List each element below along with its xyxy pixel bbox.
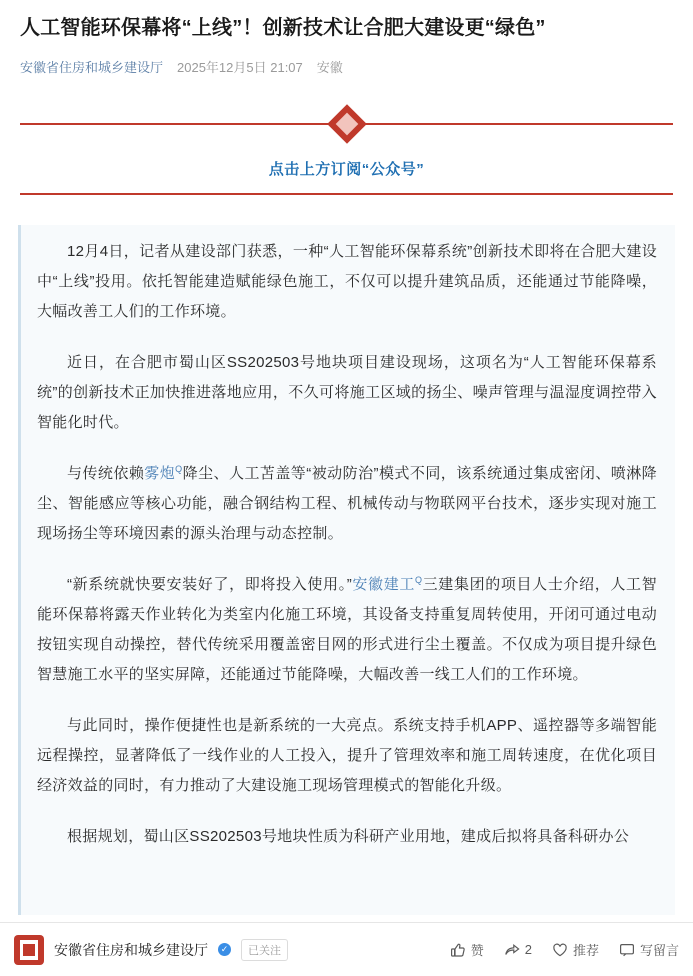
page-title: 人工智能环保幕将“上线”！创新技术让合肥大建设更“绿色” — [20, 17, 546, 39]
keyword-label: 安徽建工 — [352, 576, 415, 593]
bottom-account-name[interactable]: 安徽省住房和城乡建设厅 — [54, 941, 208, 958]
recommend-button[interactable] — [552, 940, 599, 959]
article-meta — [20, 57, 673, 76]
divider-rule-bottom — [20, 193, 673, 195]
paragraph-text: 降尘、人工苫盖等“被动防治”模式不同，该系统通过集成密闭、喷淋降尘、智能感应等核心功能，融合钢结构工程、机械传动与物联网平台技术，逐步实现对施工现场扬尘等环境因素的源头治理与动态控制。 — [37, 465, 657, 542]
share-icon — [504, 942, 520, 958]
heart-icon — [552, 942, 568, 958]
keyword-superscript-icon: Q — [175, 464, 183, 474]
article-body — [18, 225, 675, 915]
verified-badge-icon: ✓ — [218, 943, 231, 956]
like-button[interactable] — [450, 940, 484, 959]
paragraph-text: “新系统就快要安装好了，即将投入使用。” — [67, 576, 353, 593]
paragraph-text: 与传统依赖 — [67, 465, 145, 482]
meta-timestamp: 2025年12月5日 21:07 — [177, 60, 303, 75]
article-header — [0, 0, 693, 76]
paragraph — [37, 459, 657, 549]
paragraph: 近日，在合肥市蜀山区SS202503号地块项目建设现场，这项名为“人工智能环保幕系统”的创新技术正加快推进落地应用，不久可将施工区域的扬尘、噪声管理与温湿度调控带入智能化时代。 — [37, 354, 657, 431]
follow-status-badge[interactable]: 已关注 — [241, 939, 288, 961]
paragraph: 根据规划，蜀山区SS202503号地块性质为科研产业用地，建成后拟将具备科研办公 — [67, 828, 630, 845]
recommend-label: 推荐 — [572, 943, 599, 958]
keyword-label: 雾炮 — [144, 465, 176, 482]
thumbs-up-icon — [450, 942, 466, 958]
comment-button[interactable] — [619, 940, 679, 959]
avatar[interactable] — [14, 935, 44, 965]
bottom-action-bar — [0, 922, 693, 976]
paragraph — [37, 570, 657, 690]
keyword-superscript-icon: Q — [415, 575, 423, 585]
like-label: 赞 — [470, 943, 484, 958]
keyword-link[interactable] — [352, 576, 422, 593]
action-group — [450, 940, 679, 959]
meta-account-name[interactable]: 安徽省住房和城乡建设厅 — [20, 60, 164, 75]
comment-label: 写留言 — [639, 943, 679, 958]
paragraph-text: 三建集团的项目人士介绍，人工智能环保幕将露天作业转化为类室内化施工环境，其设备支持重复周转使用，开闭可通过电动按钮实现自动操控，替代传统采用覆盖密目网的形式进行尘土覆盖。不仅成为项目提升绿色智慧施工水平的坚实屏障，还能通过节能降噪，大幅改善一线工人们的工作环境。 — [37, 576, 657, 683]
meta-location: 安徽 — [316, 60, 343, 75]
share-button[interactable] — [504, 942, 532, 958]
share-count: 2 — [524, 942, 532, 957]
paragraph: 12月4日，记者从建设部门获悉，一种“人工智能环保幕系统”创新技术即将在合肥大建设中“上线”投用。依托智能建造赋能绿色施工，不仅可以提升建筑品质，还能通过节能降噪，大幅改善工人们的工作环境。 — [37, 243, 657, 320]
comment-icon — [619, 942, 635, 958]
paragraph: 与此同时，操作便捷性也是新系统的一大亮点。系统支持手机APP、遥控器等多端智能远程操控，显著降低了一线作业的人工投入，提升了管理效率和施工周转速度，在优化项目经济效益的同时，有力推动了大建设施工现场管理模式的智能化升级。 — [37, 717, 657, 794]
ornament-divider — [20, 110, 673, 150]
subscribe-prompt[interactable]: 点击上方订阅“公众号” — [268, 161, 425, 178]
keyword-link[interactable] — [144, 465, 182, 482]
